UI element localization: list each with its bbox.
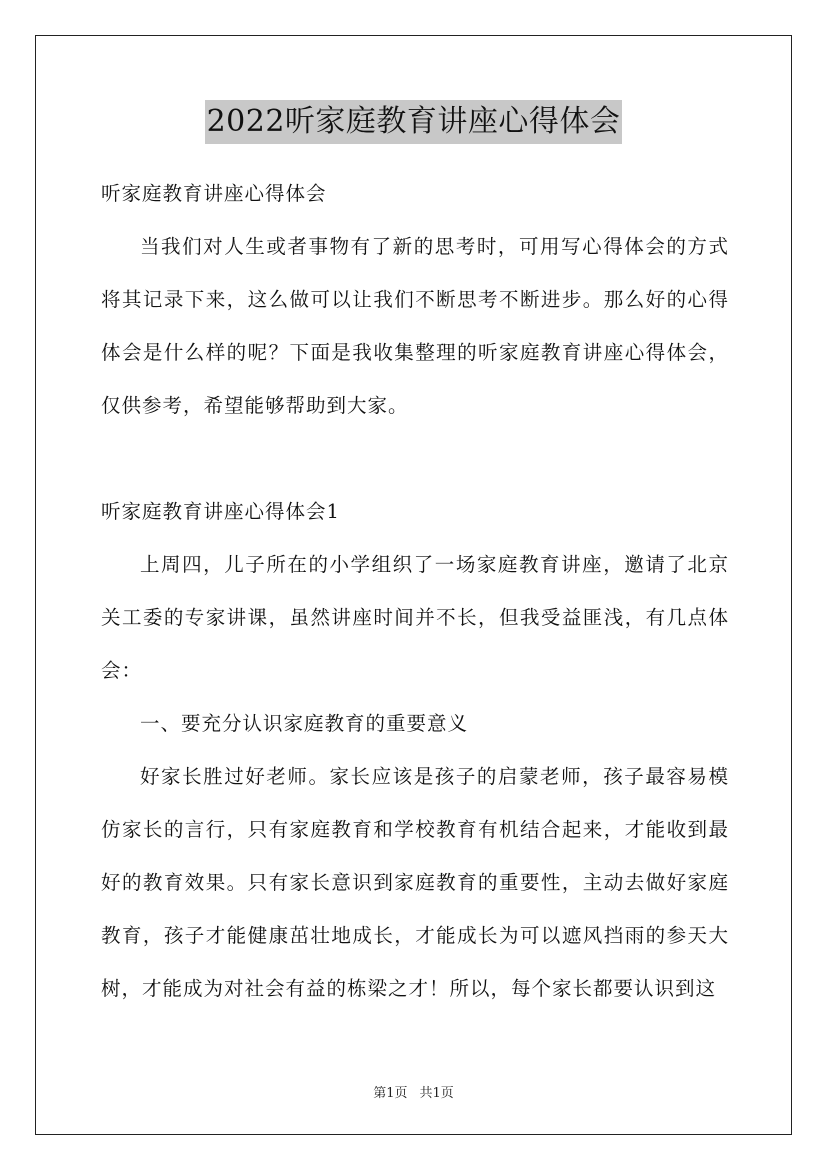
document-subtitle: 听家庭教育讲座心得体会 (101, 182, 327, 205)
page-footer (0, 1082, 827, 1101)
section-spacer (101, 432, 729, 486)
section-paragraph: 上周四，儿子所在的小学组织了一场家庭教育讲座，邀请了北京关工委的专家讲课，虽然讲座时间并不长，但我受益匪浅，有几点体会： (101, 553, 729, 682)
document-body (101, 168, 729, 1015)
page-total: 共1页 (419, 1086, 454, 1101)
document-title: 2022听家庭教育讲座心得体会 (205, 100, 623, 144)
point-heading: 一、要充分认识家庭教育的重要意义 (140, 712, 469, 735)
point-paragraph: 好家长胜过好老师。家长应该是孩子的启蒙老师，孩子最容易模仿家长的言行，只有家庭教育和学校教育有机结合起来，才能收到最好的教育效果。只有家长意识到家庭教育的重要性，主动去做好家庭教育，孩子才能健康茁壮地成长，才能成长为可以遮风挡雨的参天大树，才能成为对社会有益的栋梁之才！所以，每个家长都要认识到这 (101, 765, 729, 1000)
section-heading: 听家庭教育讲座心得体会1 (101, 500, 340, 523)
page-number: 第1页 (373, 1086, 408, 1101)
intro-paragraph: 当我们对人生或者事物有了新的思考时，可用写心得体会的方式将其记录下来，这么做可以让我们不断思考不断进步。那么好的心得体会是什么样的呢？下面是我收集整理的听家庭教育讲座心得体会，仅供参考，希望能够帮助到大家。 (101, 235, 729, 417)
title-container (0, 100, 827, 144)
